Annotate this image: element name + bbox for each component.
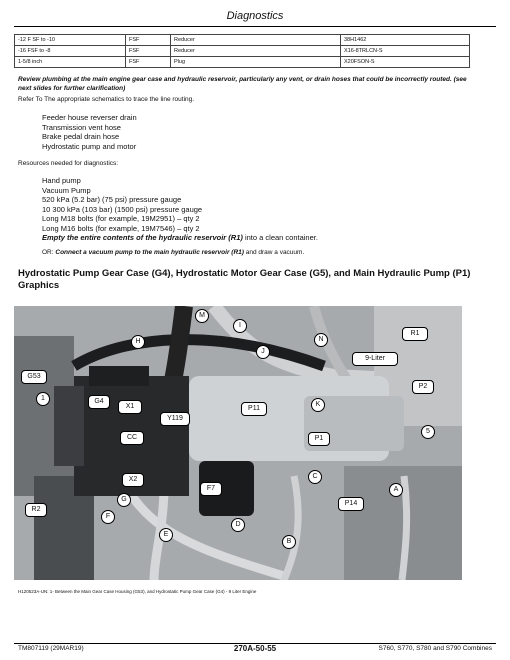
gear-case-flange: [54, 386, 84, 466]
or-instruction: [42, 249, 304, 257]
table-cell: Plug: [171, 57, 341, 68]
list-item: Hydrostatic pump and motor: [42, 141, 137, 151]
lines-list: [42, 113, 137, 151]
callout-p14: P14: [338, 497, 364, 511]
list-item: Vacuum Pump: [42, 185, 91, 195]
table-cell: Reducer: [171, 46, 341, 57]
resources-heading: Resources needed for diagnostics:: [18, 160, 119, 167]
callout-p2: P2: [412, 380, 434, 394]
table-row: [15, 35, 470, 46]
table-cell: FSF: [126, 35, 171, 46]
footer-doc-id: TM807119 (29MAR19): [18, 645, 84, 652]
callout-b: B: [282, 535, 296, 549]
page-header-title: Diagnostics: [226, 10, 284, 22]
callout-g53: G53: [21, 370, 47, 384]
callout-y119: Y119: [160, 412, 190, 426]
footer-page-number: 270A-50-55: [233, 644, 277, 653]
callout-p11: P11: [241, 402, 267, 416]
header-divider: [14, 26, 496, 27]
footer-models: S760, S770, S780 and S790 Combines: [378, 645, 492, 652]
list-item: Brake pedal drain hose: [42, 132, 120, 141]
callout-g4: G4: [88, 395, 110, 409]
callout-c: C: [308, 470, 322, 484]
empty-instruction-rest: into a clean container.: [242, 233, 318, 242]
list-item: 10 300 kPa (103 bar) (1500 psi) pressure gauge: [42, 204, 203, 214]
empty-instruction-emphasis: Empty the entire contents of the hydraulic reservoir (R1): [42, 233, 243, 242]
pump-top-block: [89, 366, 149, 386]
table-cell: FSF: [126, 46, 171, 57]
list-item: 520 kPa (5.2 bar) (75 psi) pressure gauge: [42, 195, 182, 204]
warning-paragraph: Review plumbing at the main engine gear case and hydraulic reservoir, particularly any vent, or drain hoses that could be incorrectly routed. (see next slides for further clarification): [18, 76, 467, 92]
callout-m: M: [195, 309, 209, 323]
callout-j: J: [256, 345, 270, 359]
list-item: Transmission vent hose: [42, 122, 121, 132]
callout-x2: X2: [122, 473, 144, 487]
table-cell: X16-8TRLCN-S: [341, 46, 470, 57]
table-cell: -16 FSF to -8: [15, 46, 126, 57]
callout-x1: X1: [118, 400, 142, 414]
table-cell: Reducer: [171, 35, 341, 46]
callout-f: F: [101, 510, 115, 524]
or-instruction-rest: and draw a vacuum.: [243, 249, 305, 256]
callout-n: N: [314, 333, 328, 347]
or-instruction-emphasis: Connect a vacuum pump to the main hydraulic reservoir (R1): [55, 249, 244, 256]
table-cell: 1-5/8 inch: [15, 57, 126, 68]
table-row: [15, 57, 470, 68]
callout-f7: F7: [200, 482, 222, 496]
section-heading: Hydrostatic Pump Gear Case (G4), Hydrostatic Motor Gear Case (G5), and Main Hydraulic Pump (P1) Graphics: [18, 268, 471, 291]
table-cell: 38H1462: [341, 35, 470, 46]
parts-table: [14, 34, 470, 68]
table-cell: FSF: [126, 57, 171, 68]
callout-r2: R2: [25, 503, 47, 517]
callout-9-liter: 9-Liter: [352, 352, 398, 366]
callout-e: E: [159, 528, 173, 542]
list-item: Long M18 bolts (for example, 19M2951) – qty 2: [42, 214, 200, 223]
table-row: [15, 46, 470, 57]
callout-r1: R1: [402, 327, 428, 341]
list-item: Feeder house reverser drain: [42, 113, 137, 122]
or-prefix: OR:: [42, 249, 56, 256]
figure-caption: H120523A-UN: 1- Between the Main Gear Case Housing (G53), and Hydrostatic Pump Gear Case (G4) - 9 Liter Engine: [18, 589, 257, 594]
callout-g: G: [117, 493, 131, 507]
refer-paragraph: Refer To The appropriate schematics to trace the line routing.: [18, 96, 195, 103]
table-cell: -12 F SF to -10: [15, 35, 126, 46]
callout-h: H: [131, 335, 145, 349]
resources-list: [42, 176, 318, 243]
list-item: Hand pump: [42, 176, 81, 185]
callout-a: A: [389, 483, 403, 497]
table-cell: X20FSON-S: [341, 57, 470, 68]
callout-k: K: [311, 398, 325, 412]
callout-cc: CC: [120, 431, 144, 445]
photo-illustration: [14, 306, 462, 580]
hydraulic-components-photo: [14, 306, 462, 580]
callout-1: 1: [36, 392, 50, 406]
list-item: Long M16 bolts (for example, 19M7546) – qty 2: [42, 223, 200, 233]
list-item: [42, 233, 318, 243]
callout-5: 5: [421, 425, 435, 439]
callout-i: I: [233, 319, 247, 333]
callout-p1: P1: [308, 432, 330, 446]
callout-d: D: [231, 518, 245, 532]
